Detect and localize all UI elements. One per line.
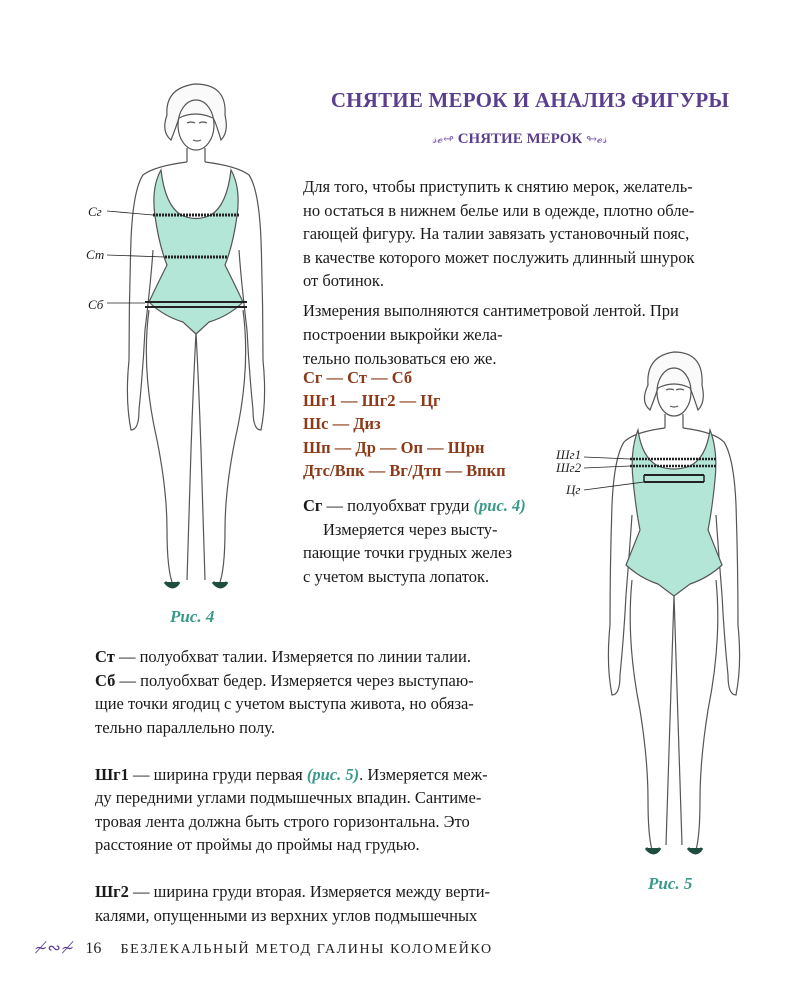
shg1-def: — ширина груди первая	[128, 764, 307, 784]
section-subtitle-text: СНЯТИЕ МЕРОК	[457, 131, 583, 147]
sg-def: — полуобхват груди	[322, 496, 474, 515]
figure-4-caption: Рис. 4	[170, 607, 215, 626]
ornament-left-icon: 𝓈𝓮↫	[432, 131, 454, 146]
page-title: СНЯТИЕ МЕРОК И АНАЛИЗ ФИГУРЫ	[330, 88, 730, 112]
intro-line: от ботинок.	[303, 271, 385, 290]
shg1-figure-ref: (рис. 5)	[306, 764, 360, 784]
formula-line: Сг — Ст — Сб	[303, 368, 413, 387]
book-title: БЕЗЛЕКАЛЬНЫЙ МЕТОД ГАЛИНЫ КОЛОМЕЙКО	[120, 942, 493, 957]
formula-line: Шг1 — Шг2 — Цг	[303, 391, 441, 411]
intro-line: Для того, чтобы приступить к снятию мерок, желатель-	[303, 177, 693, 196]
figure-5-illustration	[570, 340, 770, 870]
shg1-term: Шг1	[95, 764, 129, 784]
sb-def: — полуобхват бедер. Измеряется через выступаю-	[115, 670, 474, 690]
st-term: Ст	[95, 647, 115, 666]
intro-paragraph	[303, 175, 743, 293]
sg-term: Сг	[303, 496, 323, 515]
st-def: — полуобхват талии. Измеряется по линии талии.	[114, 647, 471, 666]
sb-term: Сб	[95, 670, 116, 690]
label-sg: Сг	[88, 204, 102, 219]
measure-line-1: Измерения выполняются сантиметровой лентой. При	[303, 301, 679, 320]
figure-4-illustration	[95, 70, 305, 600]
footer-ornament-icon: ≁∾≁	[34, 940, 75, 957]
shg2-term: Шг2	[95, 882, 129, 901]
intro-line: гающей фигуру. На талии завязать установочный пояс,	[303, 224, 690, 243]
measure-paragraph	[303, 323, 543, 370]
shg1-line: ду передними углами подмышечных впадин. Сантиме-	[95, 788, 482, 807]
section-subtitle	[395, 131, 645, 148]
lower-definitions	[95, 645, 515, 927]
sb-line: тельно параллельно полу.	[95, 717, 275, 737]
page-number: 16	[85, 940, 102, 957]
measure-line: построении выкройки жела-	[303, 325, 503, 344]
formula-line: Дтс/Впк — Вг/Дтп — Впкп	[303, 460, 506, 480]
label-shg2: Шг2	[556, 460, 582, 475]
label-cg: Цг	[566, 482, 581, 497]
sg-line: с учетом выступа лопаток.	[303, 566, 490, 586]
measure-line: тельно пользоваться ею же.	[303, 348, 497, 368]
sg-figure-ref: (рис. 4)	[473, 496, 526, 515]
shg2-def: — ширина груди вторая. Измеряется между верти-	[128, 882, 491, 901]
formula-line: Шс — Диз	[303, 414, 381, 434]
sg-line: пающие точки грудных желез	[303, 543, 513, 562]
shg1-line: тровая лента должна быть строго горизонтальна. Это	[95, 811, 470, 831]
intro-line: но остаться в нижнем белье или в одежде, плотно обле-	[303, 200, 695, 220]
sg-definition	[303, 494, 543, 588]
label-sb: Сб	[88, 297, 104, 312]
sb-line: щие точки ягодиц с учетом выступа живота, но обяза-	[95, 694, 474, 713]
page-footer	[34, 938, 493, 958]
formula-line: Шп — Др — Оп — Шрн	[303, 437, 485, 457]
shg2-line: калями, опущенными из верхних углов подмышечных	[95, 905, 478, 925]
intro-line: в качестве которого может послужить длинный шнурок	[303, 247, 695, 267]
label-st: Ст	[86, 247, 105, 262]
figure-5-caption: Рис. 5	[648, 874, 693, 893]
shg1-def2: . Измеряется меж-	[359, 764, 488, 784]
shg1-line: расстояние от проймы до проймы над грудью.	[95, 835, 420, 854]
ornament-right-icon: ↬𝓮𝓈	[586, 131, 608, 146]
label-shg1: Шг1	[556, 447, 582, 462]
sg-line: Измеряется через высту-	[323, 519, 498, 539]
formula-list	[303, 366, 506, 482]
